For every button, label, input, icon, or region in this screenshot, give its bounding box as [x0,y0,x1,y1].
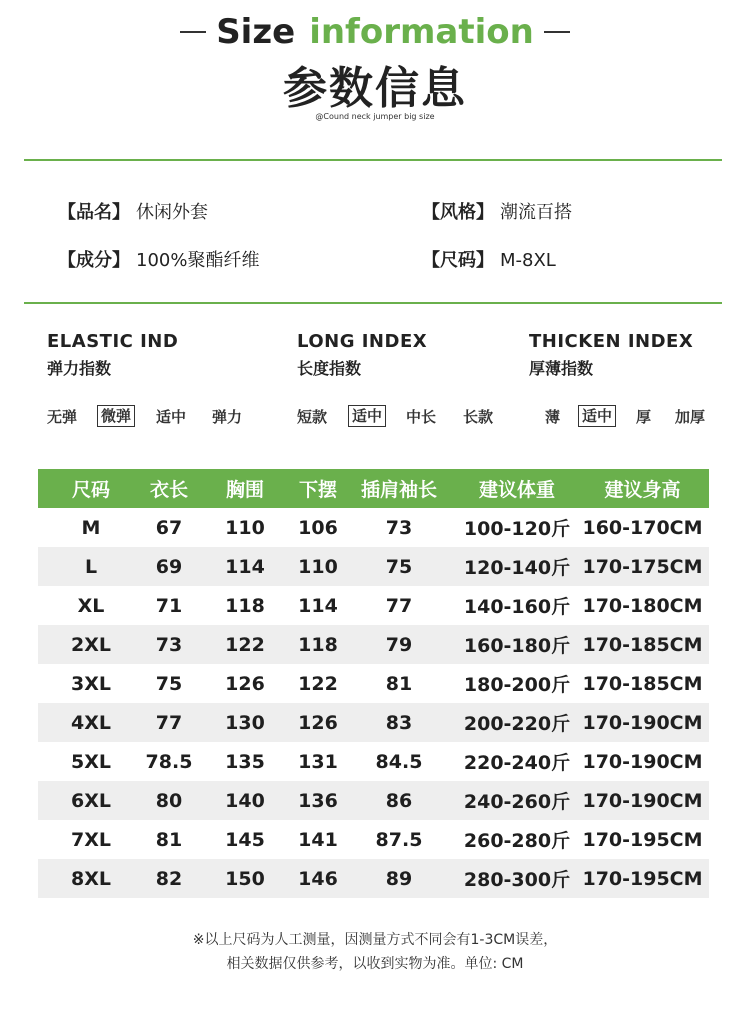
cell-hem: 131 [298,750,338,773]
cell-sleeve: 87.5 [375,828,423,851]
note-line-2: 相关数据仅供参考，以收到实物为准。单位: CM [226,956,524,972]
header-height: 建议身高 [604,479,681,501]
info-size [422,246,556,272]
cell-length: 81 [155,828,183,851]
info-name-value: 休闲外套 [136,202,208,223]
cell-height: 170-185CM [582,672,703,695]
header-hem: 下摆 [298,479,337,501]
table-row [38,742,709,781]
cell-size: 8XL [71,867,111,890]
cell-sleeve: 89 [385,867,413,890]
cell-length: 69 [155,555,183,578]
cell-sleeve: 84.5 [375,750,423,773]
divider-middle [24,302,722,304]
cell-length: 73 [155,633,183,656]
long-option-midlong: 中长 [406,408,437,426]
info-material-value: 100%聚酯纤维 [136,250,260,271]
cell-chest: 122 [225,633,265,656]
table-row [38,586,709,625]
title-information-word: information [309,12,534,52]
cell-length: 71 [155,594,183,617]
cell-length: 75 [155,672,183,695]
cell-size: 5XL [71,750,111,773]
title-left-dash [180,31,206,33]
long-option-short: 短款 [297,408,328,426]
table-row [38,664,709,703]
cell-sleeve: 81 [385,672,413,695]
cell-hem: 106 [298,516,338,539]
table-row [38,781,709,820]
cell-hem: 114 [298,594,338,617]
info-name [58,198,208,224]
cell-chest: 118 [225,594,265,617]
cell-length: 80 [155,789,183,812]
size-table [38,469,709,898]
info-material-key: 【成分】 [58,250,130,271]
cell-chest: 140 [225,789,265,812]
cell-height: 170-180CM [582,594,703,617]
cell-size: XL [77,594,105,617]
table-row [38,859,709,898]
table-row [38,625,709,664]
cell-sleeve: 86 [385,789,413,812]
info-style-value: 潮流百搭 [500,202,572,223]
title-right-dash [544,31,570,33]
cell-size: 7XL [71,828,111,851]
thicken-option-thin: 薄 [545,408,561,426]
header-sleeve: 插肩袖长 [360,479,437,501]
cell-height: 170-190CM [582,789,703,812]
cell-height: 170-190CM [582,711,703,734]
divider-top [24,159,722,161]
table-header-row [38,469,709,508]
table-row [38,703,709,742]
elastic-option-none: 无弹 [47,408,78,426]
cell-hem: 136 [298,789,338,812]
cell-hem: 118 [298,633,338,656]
table-row [38,820,709,859]
cell-height: 170-190CM [582,750,703,773]
cell-sleeve: 83 [385,711,413,734]
page-title-cn: 参数信息 [283,63,467,114]
long-index-subtitle: 长度指数 [297,359,362,378]
info-name-key: 【品名】 [58,202,130,223]
cell-weight: 100-120斤 [463,518,571,540]
header-weight: 建议体重 [478,479,555,501]
cell-size: 2XL [71,633,111,656]
elastic-option-medium: 适中 [156,408,187,426]
info-material [58,246,259,272]
cell-weight: 260-280斤 [463,830,571,852]
elastic-index-subtitle: 弹力指数 [47,359,112,378]
cell-height: 170-185CM [582,633,703,656]
info-style [422,198,572,224]
elastic-option-elastic: 弹力 [212,408,243,426]
cell-chest: 126 [225,672,265,695]
header-size: 尺码 [71,479,110,501]
cell-height: 170-195CM [582,867,703,890]
title-size-word: Size [216,12,296,52]
elastic-index-title: ELASTIC IND [47,331,179,352]
cell-weight: 220-240斤 [463,752,571,774]
header-length: 衣长 [149,479,188,501]
cell-weight: 240-260斤 [463,791,571,813]
cell-hem: 126 [298,711,338,734]
cell-length: 78.5 [145,750,193,773]
table-row [38,547,709,586]
cell-length: 82 [155,867,183,890]
long-option-long: 长款 [463,408,494,426]
cell-weight: 200-220斤 [463,713,571,735]
cell-height: 160-170CM [582,516,703,539]
cell-chest: 130 [225,711,265,734]
thicken-index-title: THICKEN INDEX [529,331,694,352]
cell-size: 3XL [71,672,111,695]
subtag: @Cound neck jumper big size [315,112,435,121]
cell-weight: 180-200斤 [463,674,571,696]
cell-sleeve: 79 [385,633,413,656]
thicken-option-thick: 厚 [636,408,652,426]
elastic-option-slight-selected: 微弹 [97,405,135,427]
cell-sleeve: 75 [385,555,413,578]
cell-hem: 122 [298,672,338,695]
cell-hem: 146 [298,867,338,890]
cell-height: 170-195CM [582,828,703,851]
table-body [38,508,709,898]
thicken-index-subtitle: 厚薄指数 [529,359,594,378]
cell-hem: 141 [298,828,338,851]
info-size-value: M-8XL [500,250,556,271]
note-line-1: ※以上尺码为人工测量，因测量方式不同会有1-3CM误差， [192,932,558,948]
info-style-key: 【风格】 [422,202,494,223]
cell-chest: 150 [225,867,265,890]
cell-size: 4XL [71,711,111,734]
cell-weight: 140-160斤 [463,596,571,618]
cell-weight: 280-300斤 [463,869,571,891]
cell-chest: 110 [225,516,265,539]
cell-sleeve: 77 [385,594,413,617]
thicken-option-extra-thick: 加厚 [675,408,706,426]
cell-chest: 114 [225,555,265,578]
cell-sleeve: 73 [385,516,413,539]
cell-chest: 135 [225,750,265,773]
cell-size: L [84,555,98,578]
info-size-key: 【尺码】 [422,250,494,271]
cell-size: M [81,516,101,539]
cell-weight: 160-180斤 [463,635,571,657]
table-row [38,508,709,547]
cell-hem: 110 [298,555,338,578]
cell-weight: 120-140斤 [463,557,571,579]
cell-length: 67 [155,516,183,539]
cell-height: 170-175CM [582,555,703,578]
long-index-title: LONG INDEX [297,331,428,352]
long-option-regular-selected: 适中 [348,405,386,427]
size-information-title [0,10,750,54]
cell-size: 6XL [71,789,111,812]
cell-length: 77 [155,711,183,734]
thicken-option-regular-selected: 适中 [578,405,616,427]
cell-chest: 145 [225,828,265,851]
header-chest: 胸围 [225,479,264,501]
